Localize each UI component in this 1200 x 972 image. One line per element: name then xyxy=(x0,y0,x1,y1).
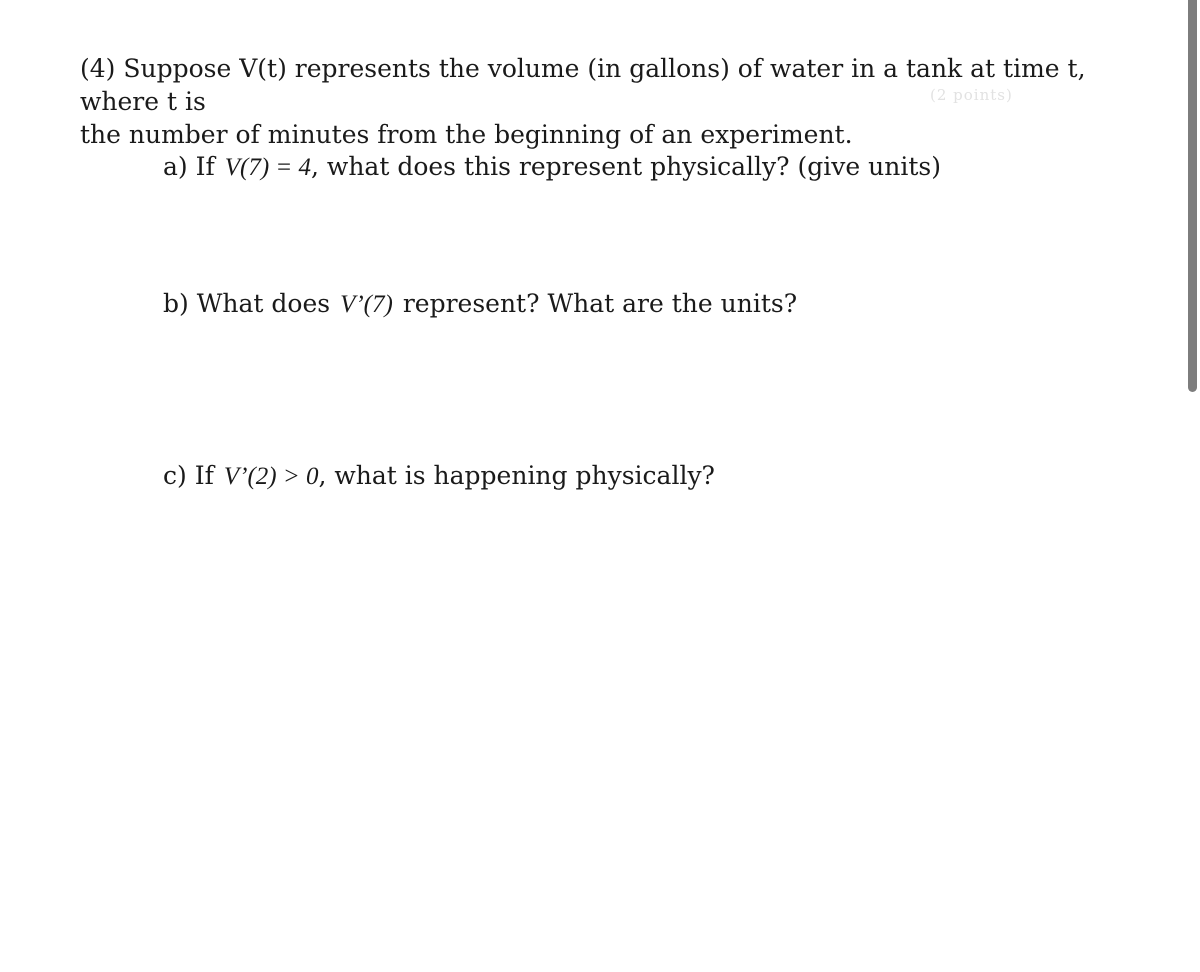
question-a-math: V(7) = 4 xyxy=(224,154,312,181)
question-b-text: represent? What are the units? xyxy=(402,289,798,318)
faint-points-note: (2 points) xyxy=(930,86,1013,104)
question-c xyxy=(163,459,715,493)
problem-intro-line-1: (4) Suppose V(t) represents the volume (in gallons) of water in a tank at time t, where t is xyxy=(80,54,1086,116)
question-a xyxy=(163,150,941,184)
question-a-text: , what does this represent physically? (give units) xyxy=(311,152,941,181)
question-b-math: V’(7) xyxy=(340,291,393,318)
scrollbar-thumb[interactable] xyxy=(1188,0,1197,392)
question-a-label: a) If xyxy=(163,152,215,181)
question-b xyxy=(163,287,797,321)
question-c-math: V’(2) > 0 xyxy=(223,463,319,490)
question-b-label: b) What does xyxy=(163,289,331,318)
vertical-scrollbar[interactable] xyxy=(1186,0,1200,972)
question-c-label: c) If xyxy=(163,461,214,490)
question-c-text: , what is happening physically? xyxy=(318,461,715,490)
problem-intro-line-2: the number of minutes from the beginning of an experiment. xyxy=(80,120,853,149)
